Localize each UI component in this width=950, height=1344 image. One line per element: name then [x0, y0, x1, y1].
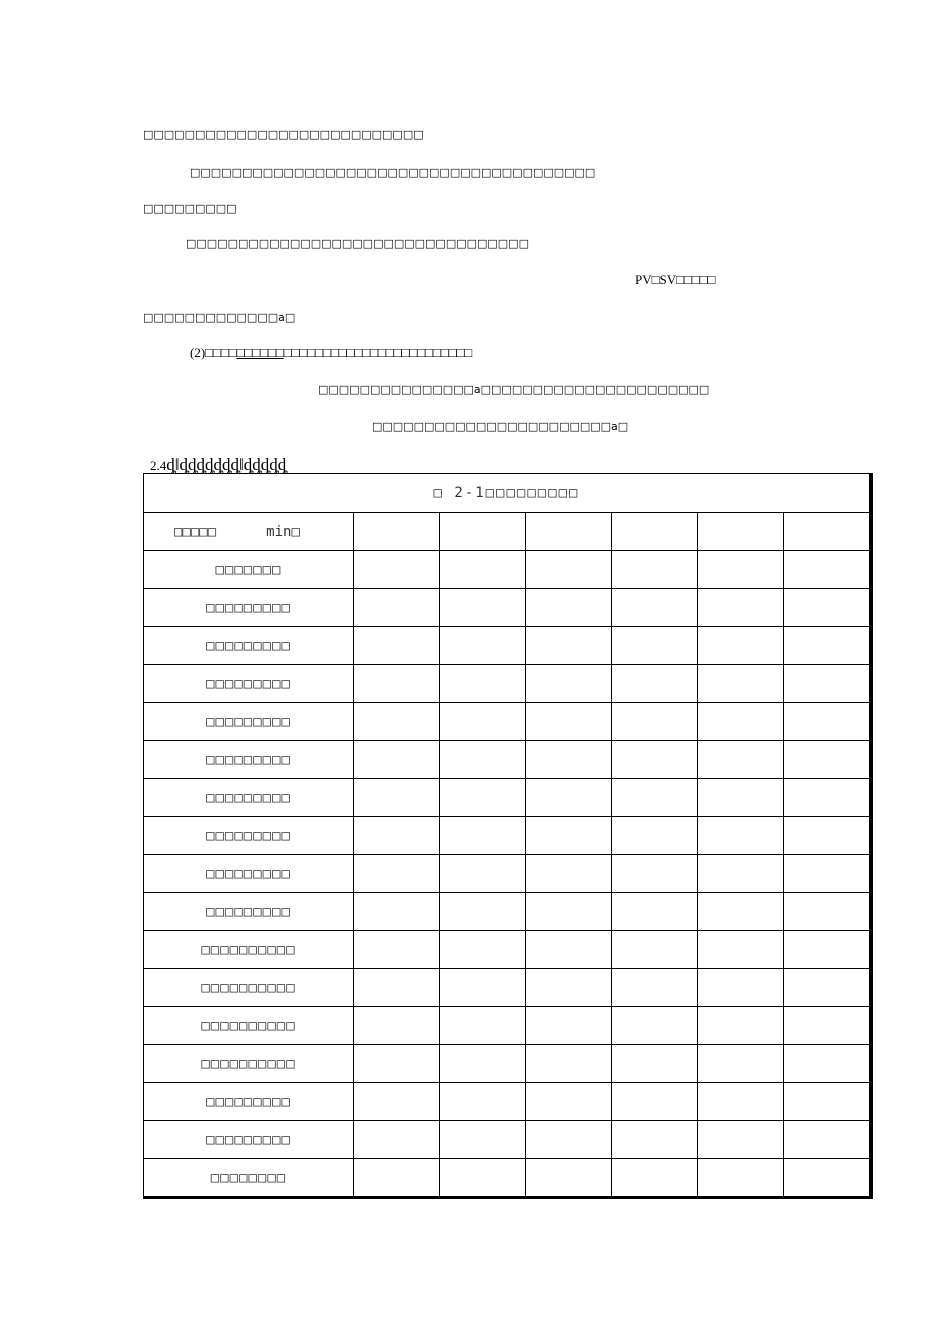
data-cell[interactable]: [526, 855, 612, 893]
data-cell[interactable]: [354, 931, 440, 969]
data-cell[interactable]: [784, 1121, 870, 1159]
paragraph-7-suffix: □□□□□□□□□□□□□□□□□□□□□□□□: [283, 345, 473, 360]
data-cell[interactable]: [526, 893, 612, 931]
table-row: [144, 627, 870, 665]
row-label: □□□□□□□□□: [144, 665, 354, 703]
row-label: □□□□□□□□□: [144, 589, 354, 627]
data-cell[interactable]: [612, 513, 698, 551]
table-row: [144, 931, 870, 969]
data-cell[interactable]: [354, 817, 440, 855]
data-cell[interactable]: [526, 1083, 612, 1121]
data-cell[interactable]: [354, 969, 440, 1007]
table-caption-row: [144, 474, 870, 513]
row-label: □□□□□□□□□: [144, 855, 354, 893]
row-label: □□□□□□□□: [144, 1159, 354, 1197]
data-cell[interactable]: [526, 1159, 612, 1197]
data-cell[interactable]: [526, 741, 612, 779]
paragraph-8: □□□□□□□□□□□□□□□а□□□□□□□□□□□□□□□□□□□□□□: [318, 383, 710, 396]
table-row: [144, 1007, 870, 1045]
data-cell[interactable]: [440, 589, 526, 627]
data-cell[interactable]: [526, 703, 612, 741]
table-row: [144, 741, 870, 779]
row-label: □□□□□□□□□: [144, 779, 354, 817]
data-cell[interactable]: [698, 741, 784, 779]
table-row: [144, 1159, 870, 1197]
table-row: [144, 855, 870, 893]
table-row: [144, 893, 870, 931]
row-label: □□□□□□□□□: [144, 741, 354, 779]
data-cell[interactable]: [698, 551, 784, 589]
data-cell[interactable]: [784, 513, 870, 551]
table-body: [144, 474, 870, 1197]
data-cell[interactable]: [698, 817, 784, 855]
data-cell[interactable]: [526, 627, 612, 665]
data-cell[interactable]: [612, 931, 698, 969]
data-cell[interactable]: [354, 893, 440, 931]
data-cell[interactable]: [354, 1121, 440, 1159]
table-row: [144, 1121, 870, 1159]
data-cell[interactable]: [698, 1159, 784, 1197]
data-cell[interactable]: [440, 893, 526, 931]
data-cell[interactable]: [698, 969, 784, 1007]
data-cell[interactable]: [698, 589, 784, 627]
data-cell[interactable]: [784, 589, 870, 627]
data-cell[interactable]: [440, 1121, 526, 1159]
table-row: [144, 551, 870, 589]
row-label: □□□□□□□□□: [144, 703, 354, 741]
data-cell[interactable]: [354, 741, 440, 779]
data-cell[interactable]: [612, 893, 698, 931]
data-cell[interactable]: [698, 893, 784, 931]
row-label: □□□□□□□□□: [144, 817, 354, 855]
data-cell[interactable]: [440, 817, 526, 855]
data-cell[interactable]: [698, 665, 784, 703]
data-cell[interactable]: [784, 703, 870, 741]
paragraph-5: PV□SV□□□□□: [635, 272, 716, 287]
data-cell[interactable]: [612, 703, 698, 741]
data-cell[interactable]: [354, 513, 440, 551]
data-cell[interactable]: [698, 513, 784, 551]
data-cell[interactable]: [698, 779, 784, 817]
data-cell[interactable]: [784, 969, 870, 1007]
paragraph-3: □□□□□□□□□: [143, 202, 237, 215]
data-cell[interactable]: [526, 1045, 612, 1083]
data-cell[interactable]: [784, 1045, 870, 1083]
row-label: □□□□□□□□□: [144, 1121, 354, 1159]
data-cell[interactable]: [784, 551, 870, 589]
data-cell[interactable]: [612, 741, 698, 779]
data-cell[interactable]: [612, 969, 698, 1007]
data-cell[interactable]: [354, 1159, 440, 1197]
data-cell[interactable]: [526, 931, 612, 969]
data-cell[interactable]: [612, 551, 698, 589]
paragraph-7-prefix: (2)□□□□: [190, 345, 237, 360]
data-cell[interactable]: [784, 1007, 870, 1045]
table-row: [144, 779, 870, 817]
row-label: □□□□□□□□□: [144, 627, 354, 665]
section-number: 2.4: [150, 458, 167, 473]
table-row: [144, 589, 870, 627]
table-header-row: [144, 513, 870, 551]
paragraph-7: [190, 346, 472, 359]
data-cell[interactable]: [354, 703, 440, 741]
paragraph-9: □□□□□□□□□□□□□□□□□□□□□□□а□: [372, 420, 629, 433]
table-row: [144, 1083, 870, 1121]
data-cell[interactable]: [698, 1007, 784, 1045]
data-cell[interactable]: [440, 551, 526, 589]
table-row: [144, 817, 870, 855]
table-caption: □ 2-1□□□□□□□□□: [144, 474, 870, 513]
header-time-cell: [144, 513, 354, 551]
results-table: [143, 473, 870, 1197]
data-cell[interactable]: [440, 779, 526, 817]
data-cell[interactable]: [526, 969, 612, 1007]
data-cell[interactable]: [354, 1007, 440, 1045]
data-cell[interactable]: [612, 1083, 698, 1121]
paragraph-4: □□□□□□□□□□□□□□□□□□□□□□□□□□□□□□□□□: [186, 237, 529, 250]
data-cell[interactable]: [526, 665, 612, 703]
table-row: [144, 1045, 870, 1083]
data-cell[interactable]: [440, 741, 526, 779]
table-row: [144, 703, 870, 741]
data-cell[interactable]: [784, 1083, 870, 1121]
data-cell[interactable]: [440, 703, 526, 741]
paragraph-6: □□□□□□□□□□□□□а□: [143, 311, 296, 324]
header-time-unit: min□: [266, 523, 300, 540]
data-cell[interactable]: [526, 551, 612, 589]
data-cell[interactable]: [784, 627, 870, 665]
data-cell[interactable]: [354, 1083, 440, 1121]
data-cell[interactable]: [354, 1045, 440, 1083]
data-cell[interactable]: [440, 1159, 526, 1197]
data-cell[interactable]: [612, 779, 698, 817]
data-cell[interactable]: [440, 1083, 526, 1121]
data-cell[interactable]: [698, 1121, 784, 1159]
data-cell[interactable]: [354, 627, 440, 665]
paragraph-7-underlined: □□□□□□: [236, 345, 284, 360]
data-cell[interactable]: [698, 855, 784, 893]
data-cell[interactable]: [612, 817, 698, 855]
data-table: [143, 473, 873, 1199]
data-cell[interactable]: [440, 1045, 526, 1083]
section-title: ȡ‖ȡȡȡȡȡȡȡ‖ȡȡȡȡȡ: [166, 455, 287, 474]
data-cell[interactable]: [354, 665, 440, 703]
header-time-label: □□□□□: [174, 523, 217, 540]
data-cell[interactable]: [784, 665, 870, 703]
row-label: □□□□□□□□□: [144, 1083, 354, 1121]
row-label: □□□□□□□□□: [144, 893, 354, 931]
row-label: □□□□□□□□□□: [144, 1045, 354, 1083]
data-cell[interactable]: [698, 1083, 784, 1121]
data-cell[interactable]: [612, 665, 698, 703]
data-cell[interactable]: [784, 931, 870, 969]
row-label: □□□□□□□□□□: [144, 969, 354, 1007]
data-cell[interactable]: [784, 741, 870, 779]
data-cell[interactable]: [440, 855, 526, 893]
data-cell[interactable]: [440, 513, 526, 551]
data-cell[interactable]: [784, 893, 870, 931]
data-cell[interactable]: [612, 627, 698, 665]
row-label: □□□□□□□□□□: [144, 931, 354, 969]
data-cell[interactable]: [698, 931, 784, 969]
table-row: [144, 969, 870, 1007]
data-cell[interactable]: [354, 855, 440, 893]
data-cell[interactable]: [440, 627, 526, 665]
data-cell[interactable]: [526, 779, 612, 817]
data-cell[interactable]: [440, 969, 526, 1007]
data-cell[interactable]: [354, 779, 440, 817]
data-cell[interactable]: [526, 589, 612, 627]
data-cell[interactable]: [526, 1121, 612, 1159]
row-label: □□□□□□□: [144, 551, 354, 589]
data-cell[interactable]: [612, 1007, 698, 1045]
paragraph-1: □□□□□□□□□□□□□□□□□□□□□□□□□□□: [143, 128, 424, 141]
data-cell[interactable]: [440, 665, 526, 703]
data-cell[interactable]: [440, 931, 526, 969]
data-cell[interactable]: [698, 703, 784, 741]
section-heading: [150, 456, 286, 473]
data-cell[interactable]: [354, 589, 440, 627]
row-label: □□□□□□□□□□: [144, 1007, 354, 1045]
data-cell[interactable]: [612, 589, 698, 627]
data-cell[interactable]: [526, 1007, 612, 1045]
data-cell[interactable]: [612, 1045, 698, 1083]
data-cell[interactable]: [784, 817, 870, 855]
paragraph-2: □□□□□□□□□□□□□□□□□□□□□□□□□□□□□□□□□□□□□□□: [190, 166, 596, 179]
data-cell[interactable]: [784, 855, 870, 893]
data-cell[interactable]: [698, 1045, 784, 1083]
data-cell[interactable]: [784, 779, 870, 817]
data-cell[interactable]: [698, 627, 784, 665]
data-cell[interactable]: [612, 855, 698, 893]
data-cell[interactable]: [612, 1121, 698, 1159]
data-cell[interactable]: [612, 1159, 698, 1197]
data-cell[interactable]: [784, 1159, 870, 1197]
data-cell[interactable]: [526, 513, 612, 551]
table-row: [144, 665, 870, 703]
data-cell[interactable]: [526, 817, 612, 855]
data-cell[interactable]: [440, 1007, 526, 1045]
data-cell[interactable]: [354, 551, 440, 589]
